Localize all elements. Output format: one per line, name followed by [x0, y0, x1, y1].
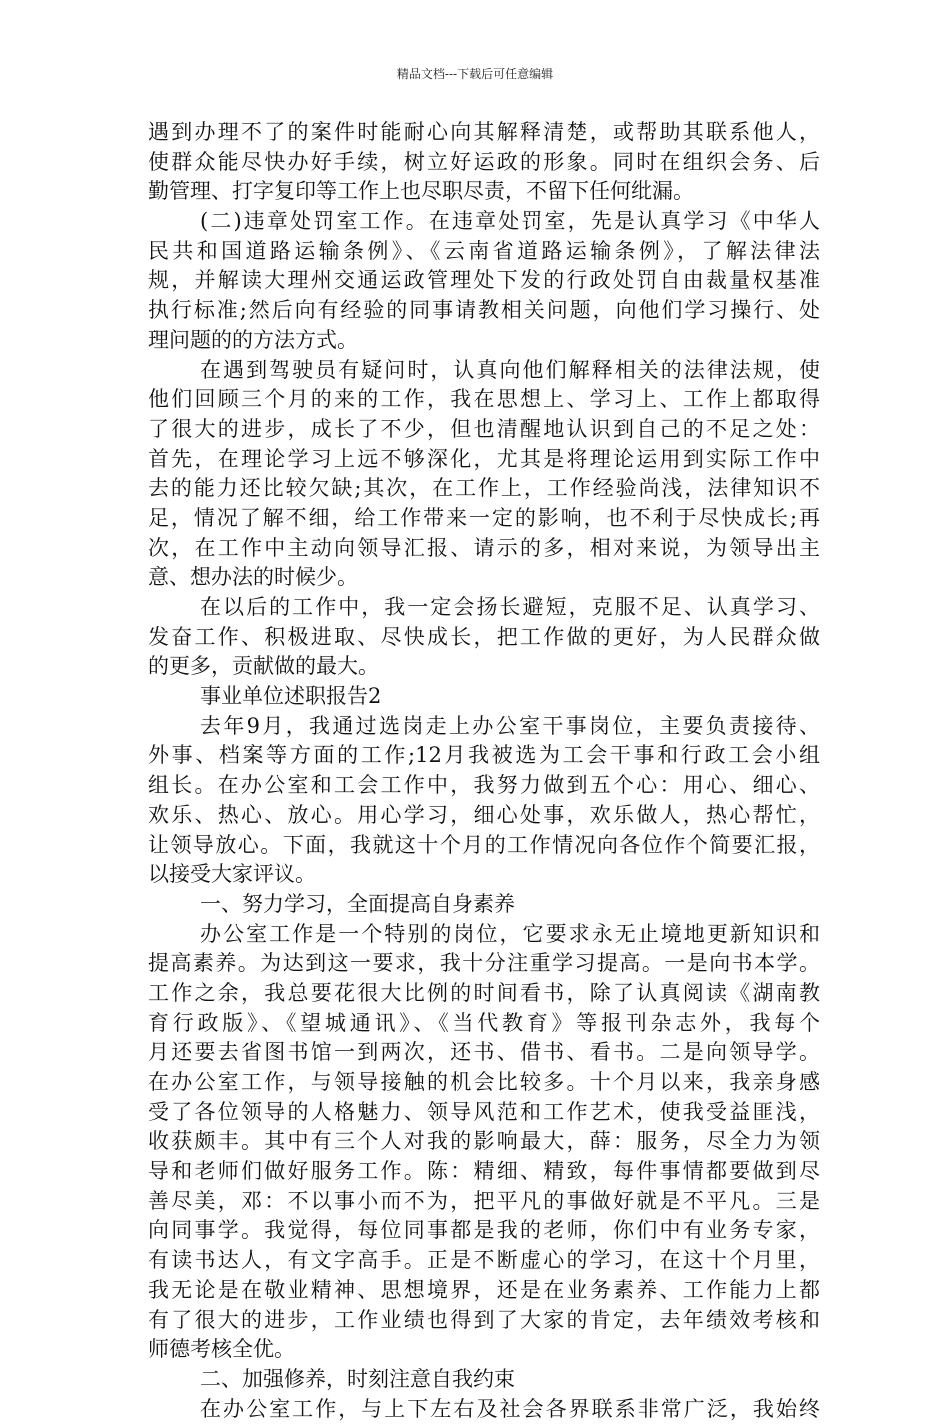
text-line: 有读书达人，有文字高手。正是不断虚心的学习，在这十个月里， [148, 1248, 820, 1273]
paragraph [148, 207, 820, 355]
text-line: 善尽美，邓：不以事小而不为，把平凡的事做好就是不平凡。三是 [148, 1188, 820, 1213]
text-line: 工作之余，我总要花很大比例的时间看书，除了认真阅读《湖南教 [148, 980, 820, 1005]
text-line: 以接受大家评议。 [148, 862, 316, 887]
paragraph [148, 712, 820, 890]
document-body [148, 118, 820, 1424]
text-line: 意、想办法的时候少。 [148, 565, 358, 590]
text-line: 师德考核全优。 [148, 1337, 295, 1362]
text-line: 规，并解读大理州交通运政管理处下发的行政处罚自由裁量权基准 [148, 268, 820, 293]
paragraph [148, 1365, 820, 1395]
text-line: 在办公室工作，与上下左右及社会各界联系非常广泛，我始终 [200, 1396, 820, 1421]
paragraph [148, 890, 820, 920]
text-line: 外事、档案等方面的工作;12月我被选为工会干事和行政工会小组 [148, 743, 820, 768]
text-line: 有了很大的进步，工作业绩也得到了大家的肯定，去年绩效考核和 [148, 1307, 820, 1332]
text-line: 受了各位领导的人格魅力、领导风范和工作艺术，使我受益匪浅， [148, 1099, 820, 1124]
text-line: 在办公室工作，与领导接触的机会比较多。十个月以来，我亲身感 [148, 1070, 820, 1094]
text-line: 理问题的的方法方式。 [148, 327, 358, 352]
text-line: 发奋工作、积极进取、尽快成长，把工作做的更好，为人民群众做 [148, 624, 820, 649]
text-line: 向同事学。我觉得，每位同事都是我的老师，你们中有业务专家， [148, 1218, 820, 1243]
text-line: 的更多，贡献做的最大。 [148, 654, 379, 679]
paragraph [148, 593, 820, 682]
text-line: 遇到办理不了的案件时能耐心向其解释清楚，或帮助其联系他人， [148, 120, 820, 144]
text-line: 提高素养。为达到这一要求，我十分注重学习提高。一是向书本学。 [148, 951, 820, 976]
text-line: 育行政版》、《望城通讯》、《当代教育》等报刊杂志外，我每个 [148, 1010, 820, 1035]
paragraph [148, 682, 820, 712]
text-line: 我无论是在敬业精神、思想境界，还是在业务素养、工作能力上都 [148, 1277, 820, 1302]
text-line: 使群众能尽快办好手续，树立好运政的形象。同时在组织会务、后 [148, 149, 820, 174]
text-line: 他们回顾三个月的来的工作，我在思想上、学习上、工作上都取得 [148, 387, 820, 412]
text-line: 欢乐、热心、放心。用心学习，细心处事，欢乐做人，热心帮忙， [148, 802, 820, 827]
text-line: 民共和国道路运输条例》、《云南省道路运输条例》，了解法律法 [148, 238, 820, 263]
text-line: 在遇到驾驶员有疑问时，认真向他们解释相关的法律法规，使 [200, 357, 820, 382]
text-line: 月还要去省图书馆一到两次，还书、借书、看书。二是向领导学。 [148, 1040, 820, 1065]
text-line: 首先，在理论学习上远不够深化，尤其是将理论运用到实际工作中 [148, 446, 820, 471]
text-line: 事业单位述职报告2 [200, 684, 382, 709]
text-line: 让领导放心。下面，我就这十个月的工作情况向各位作个简要汇报， [148, 832, 820, 857]
paragraph [148, 118, 820, 207]
text-line: 了很大的进步，成长了不少，但也清醒地认识到自己的不足之处： [148, 416, 820, 441]
text-line: 勤管理、打字复印等工作上也尽职尽责，不留下任何纰漏。 [148, 179, 694, 204]
paragraph [148, 920, 820, 1365]
text-line: 去的能力还比较欠缺;其次，在工作上，工作经验尚浅，法律知识不 [148, 476, 820, 501]
page-header: 精品文档---下载后可任意编辑 [396, 67, 554, 81]
paragraph [148, 1395, 820, 1424]
text-line: 在以后的工作中，我一定会扬长避短，克服不足、认真学习、 [200, 595, 820, 619]
text-line: 一、努力学习，全面提高自身素养 [200, 891, 515, 916]
text-line: 次，在工作中主动向领导汇报、请示的多，相对来说，为领导出主 [148, 535, 820, 560]
text-line: 执行标准;然后向有经验的同事请教相关问题，向他们学习操行、处 [148, 298, 820, 323]
text-line: 收获颇丰。其中有三个人对我的影响最大，薛：服务，尽全力为领 [148, 1129, 820, 1154]
text-line: 组长。在办公室和工会工作中，我努力做到五个心：用心、细心、 [148, 773, 820, 798]
text-line: (二)违章处罚室工作。在违章处罚室，先是认真学习《中华人 [200, 209, 820, 234]
text-line: 二、加强修养，时刻注意自我约束 [200, 1366, 515, 1391]
text-line: 去年9月，我通过选岗走上办公室干事岗位，主要负责接待、 [200, 713, 820, 738]
text-line: 办公室工作是一个特别的岗位，它要求永无止境地更新知识和 [200, 921, 820, 946]
text-line: 导和老师们做好服务工作。陈：精细、精致，每件事情都要做到尽 [148, 1159, 820, 1184]
paragraph [148, 356, 820, 594]
text-line: 足，情况了解不细，给工作带来一定的影响，也不利于尽快成长;再 [148, 505, 820, 530]
